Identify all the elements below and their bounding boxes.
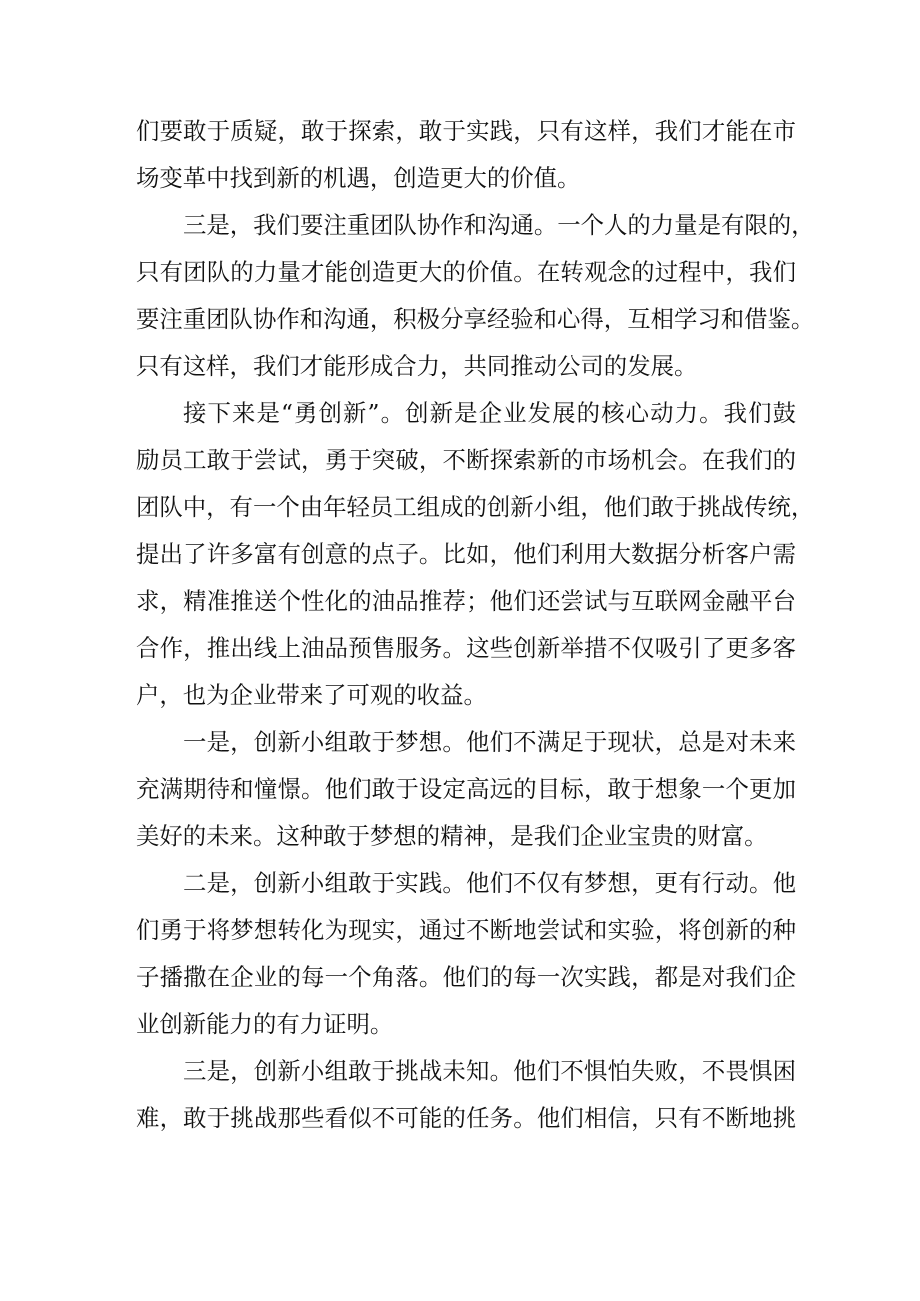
paragraph-start-line: 三是，创新小组敢于挑战未知。他们不惧怕失败，不畏惧困 — [183, 1057, 796, 1085]
text-line: 美好的未来。这种敢于梦想的精神，是我们企业宝贵的财富。 — [136, 822, 768, 850]
text-line: 业创新能力的有力证明。 — [136, 1010, 394, 1038]
text-line: 要注重团队协作和沟通，积极分享经验和心得，互相学习和借鉴。 — [136, 305, 815, 333]
text-line: 充满期待和憧憬。他们敢于设定高远的目标，敢于想象一个更加 — [136, 775, 796, 803]
text-line: 合作，推出线上油品预售服务。这些创新举措不仅吸引了更多客 — [136, 634, 796, 662]
paragraph-start-line: 三是，我们要注重团队协作和沟通。一个人的力量是有限的， — [183, 211, 815, 239]
text-line: 户，也为企业带来了可观的收益。 — [136, 681, 487, 709]
text-line: 难，敢于挑战那些看似不可能的任务。他们相信，只有不断地挑 — [136, 1104, 796, 1132]
text-line: 们要敢于质疑，敢于探索，敢于实践，只有这样，我们才能在市 — [136, 117, 796, 145]
text-line: 励员工敢于尝试，勇于突破，不断探索新的市场机会。在我们的 — [136, 446, 796, 474]
paragraph-start-line: 二是，创新小组敢于实践。他们不仅有梦想，更有行动。他 — [183, 869, 796, 897]
paragraph-start-line: 一是，创新小组敢于梦想。他们不满足于现状，总是对未来 — [183, 728, 796, 756]
text-line: 团队中，有一个由年轻员工组成的创新小组，他们敢于挑战传统， — [136, 493, 815, 521]
text-line: 提出了许多富有创意的点子。比如，他们利用大数据分析客户需 — [136, 540, 796, 568]
paragraph-start-line: 接下来是“勇创新”。创新是企业发展的核心动力。我们鼓 — [183, 399, 796, 427]
text-line: 场变革中找到新的机遇，创造更大的价值。 — [136, 164, 581, 192]
text-line: 只有团队的力量才能创造更大的价值。在转观念的过程中，我们 — [136, 258, 796, 286]
text-line: 们勇于将梦想转化为现实，通过不断地尝试和实验，将创新的种 — [136, 916, 796, 944]
text-line: 只有这样，我们才能形成合力，共同推动公司的发展。 — [136, 352, 698, 380]
text-line: 求，精准推送个性化的油品推荐；他们还尝试与互联网金融平台 — [136, 587, 796, 615]
text-line: 子播撒在企业的每一个角落。他们的每一次实践，都是对我们企 — [136, 963, 796, 991]
